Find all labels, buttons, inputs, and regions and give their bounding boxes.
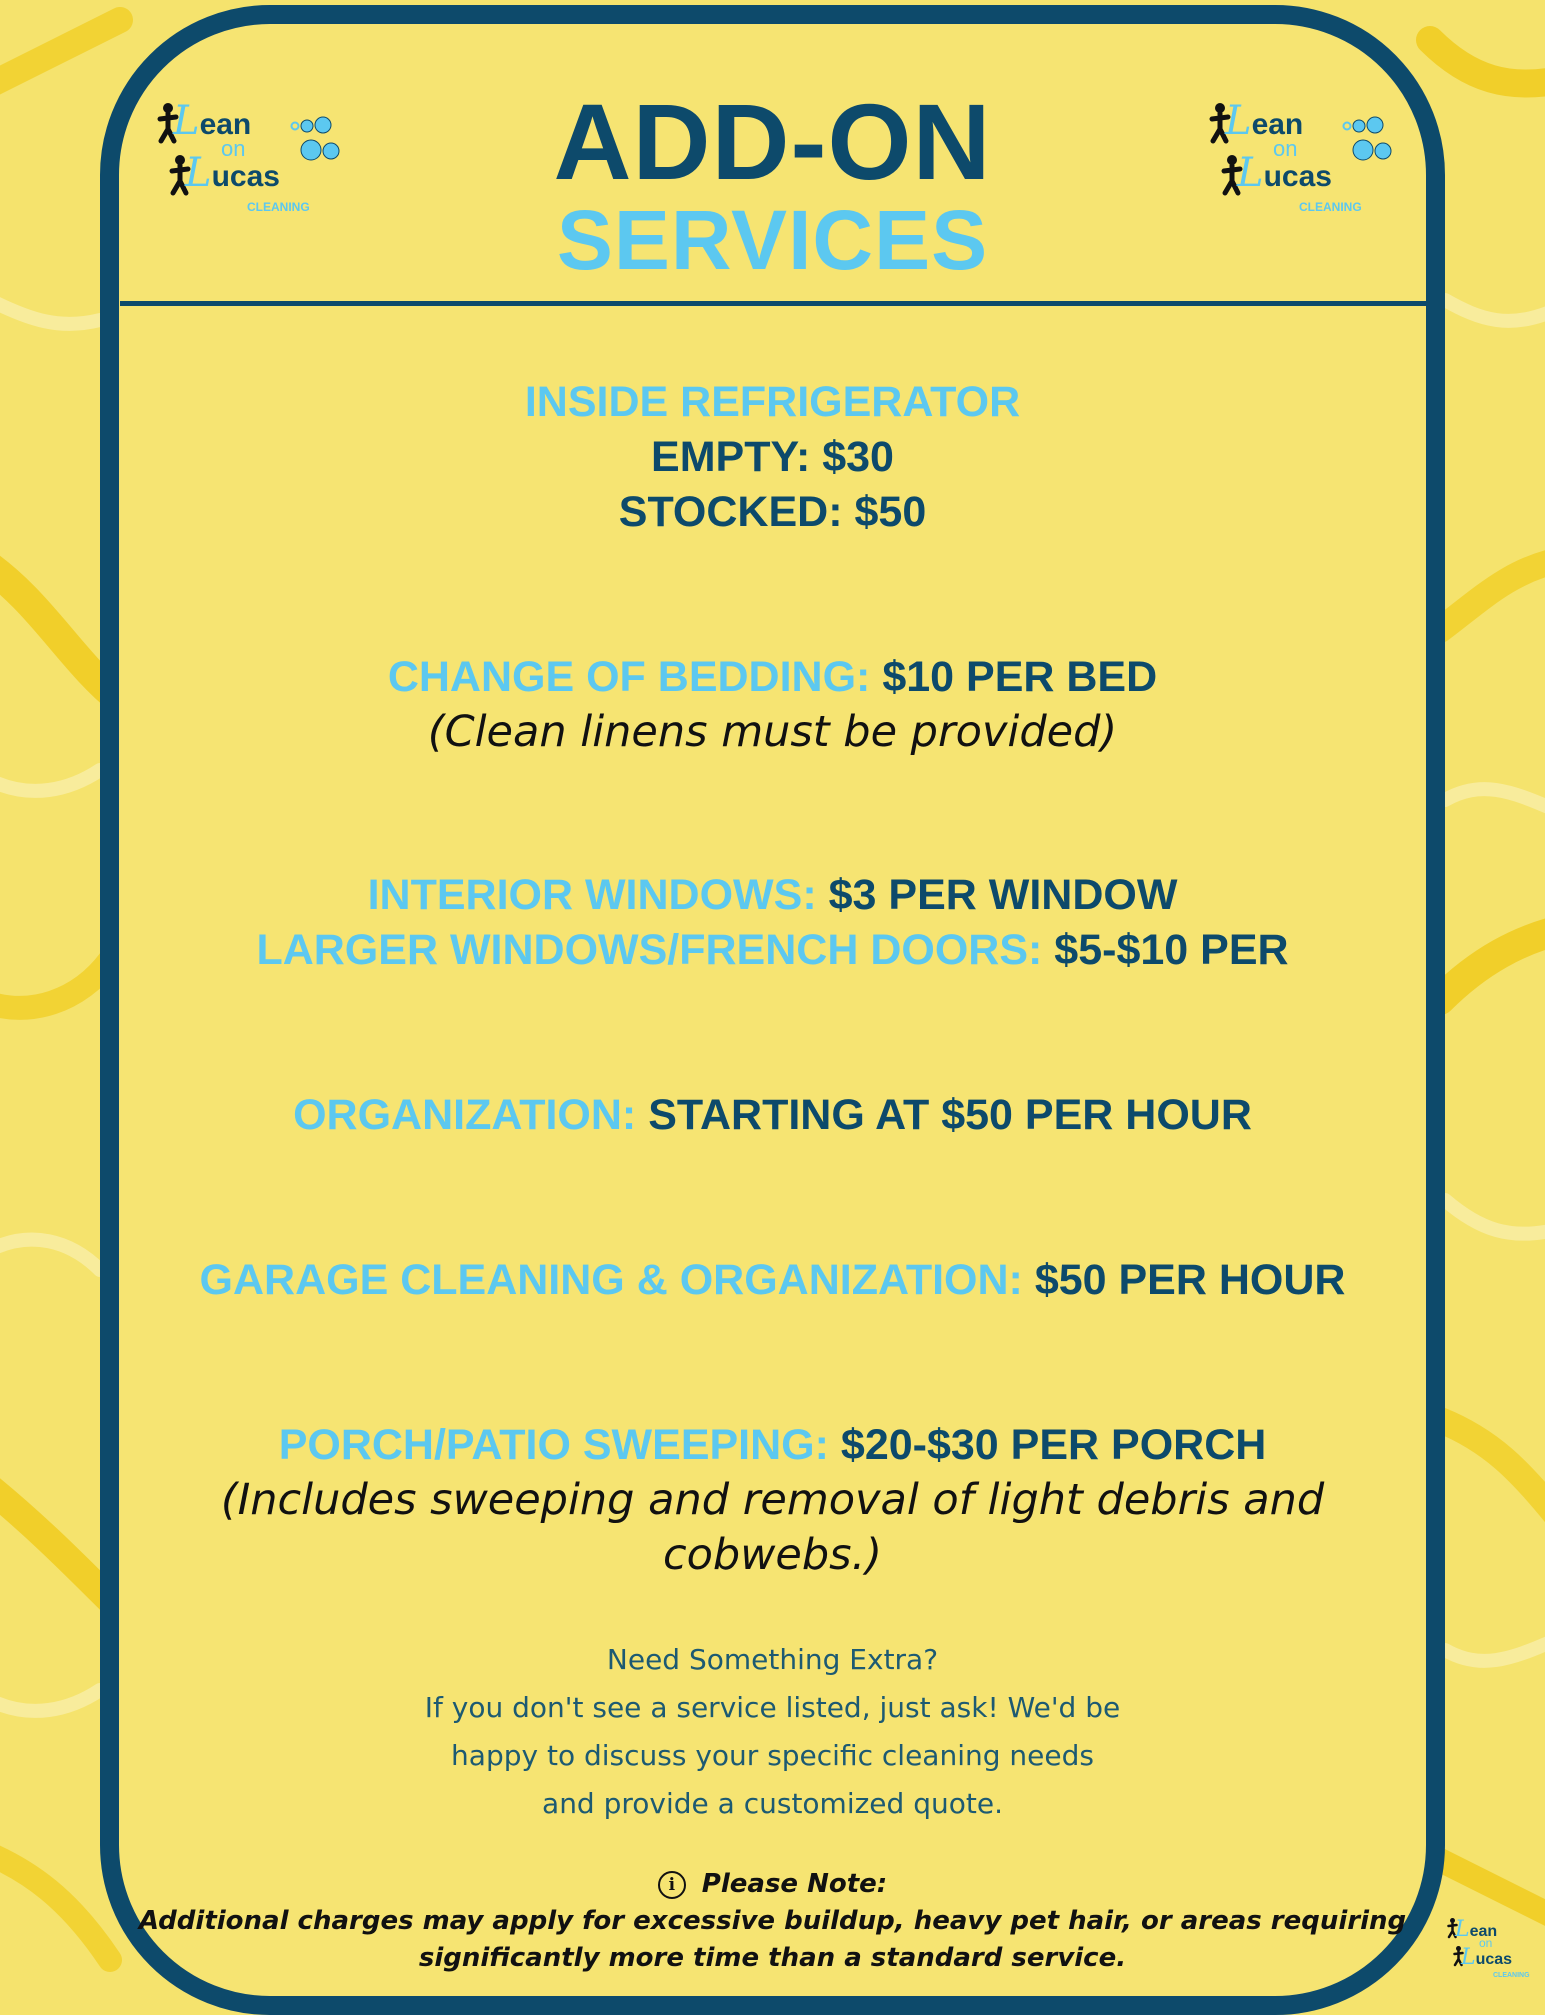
brand-logo-right: Lean on Lucas CLEANING [1207, 98, 1397, 218]
note-text: Additional charges may apply for excessive buildup, heavy pet hair, or areas requiring [138, 1906, 1407, 1936]
service-label: LARGER WINDOWS/FRENCH DOORS: [256, 926, 1043, 974]
service-bedding [110, 650, 1435, 760]
service-organization [110, 1088, 1435, 1143]
note-heading: Please Note: [701, 1869, 888, 1899]
extra-text: If you don't see a service listed, just ask! We'd be [424, 1691, 1121, 1724]
service-label: PORCH/PATIO SWEEPING: [278, 1421, 829, 1469]
service-windows [110, 868, 1435, 978]
service-price: STOCKED: $50 [618, 488, 927, 536]
extra-text: happy to discuss your specific cleaning needs [451, 1739, 1094, 1772]
extra-heading: Need Something Extra? [606, 1643, 939, 1676]
service-price: $5-$10 PER [1054, 926, 1289, 974]
service-label: CHANGE OF BEDDING: [387, 653, 871, 701]
brand-logo-corner: Lean on Lucas CLEANING [1447, 1916, 1542, 1996]
service-garage [110, 1253, 1435, 1308]
page-title: ADD-ON [553, 81, 992, 202]
service-price: STARTING AT $50 PER HOUR [648, 1091, 1252, 1139]
service-note: cobwebs.) [662, 1530, 882, 1580]
service-label: INSIDE REFRIGERATOR [524, 378, 1021, 426]
service-note: (Includes sweeping and removal of light debris and [220, 1475, 1325, 1525]
note-text: significantly more time than a standard service. [418, 1943, 1127, 1973]
service-price: $50 PER HOUR [1034, 1256, 1346, 1304]
service-price: $20-$30 PER PORCH [840, 1421, 1267, 1469]
extra-services-blurb [0, 1636, 1545, 1828]
service-refrigerator [110, 375, 1435, 540]
header-divider [120, 301, 1427, 306]
please-note [0, 1866, 1545, 1977]
extra-text: and provide a customized quote. [542, 1787, 1003, 1820]
brand-logo-left: Lean on Lucas CLEANING [155, 98, 345, 218]
info-icon: i [658, 1871, 686, 1899]
service-label: GARAGE CLEANING & ORGANIZATION: [199, 1256, 1023, 1304]
service-label: INTERIOR WINDOWS: [367, 871, 817, 919]
service-price: $10 PER BED [882, 653, 1158, 701]
service-price: $3 PER WINDOW [828, 871, 1178, 919]
page-subtitle: SERVICES [556, 193, 989, 287]
service-label: ORGANIZATION: [293, 1091, 637, 1139]
service-note: (Clean linens must be provided) [427, 707, 1118, 757]
service-porch [110, 1418, 1435, 1583]
service-price: EMPTY: $30 [651, 433, 894, 481]
